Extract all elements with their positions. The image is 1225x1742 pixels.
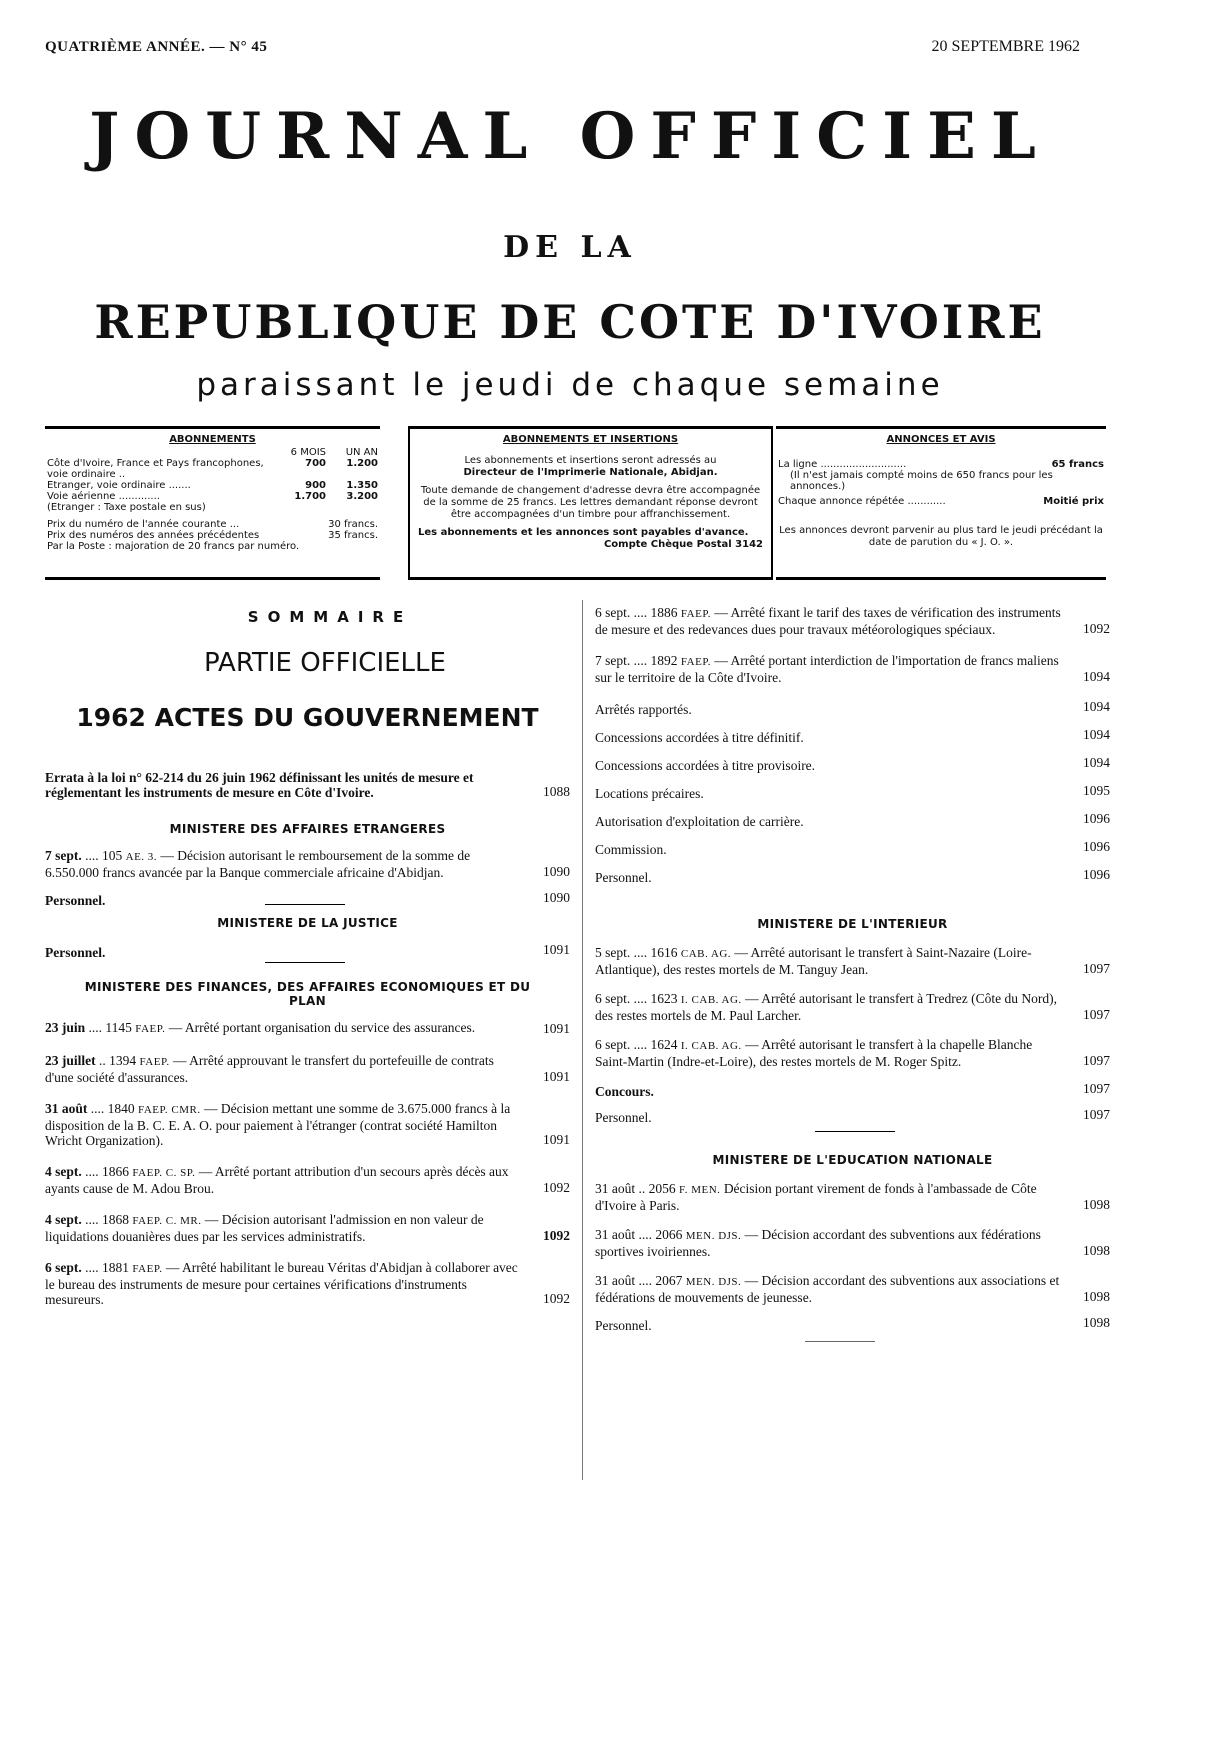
entry-text: — Arrêté approuvant le transfert du portefeuille de contrats d'une société d'assurances. <box>45 1053 494 1085</box>
announcement-rates <box>776 459 1106 507</box>
entry-text: Concours. <box>595 1084 654 1099</box>
announcements-box <box>776 426 1106 580</box>
price-label: Prix des numéros des années précédentes <box>47 530 260 541</box>
entry-text: — Décision accordant des subventions aux associations et fédérations de mouvements de jeunesse. <box>595 1273 1060 1305</box>
list-item <box>45 890 570 906</box>
entry-page: 1094 <box>1083 669 1110 684</box>
entry-page: 1098 <box>1083 1197 1110 1212</box>
entry-text: Personnel. <box>595 1318 652 1333</box>
rate-year: 3.200 <box>346 491 378 502</box>
entry-code: AE. 3. <box>125 851 158 863</box>
entry-page: 1097 <box>1083 1007 1110 1022</box>
line-rate-value: 65 francs <box>1051 459 1104 470</box>
insertions-address: Les abonnements et insertions seront adressés au <box>464 455 717 466</box>
entry-number: 1881 <box>102 1260 129 1275</box>
entry-number: 1886 <box>650 605 678 620</box>
entry-text: Concessions accordées à titre provisoire. <box>595 758 816 773</box>
entry-text: Locations précaires. <box>595 786 704 801</box>
entry-text: — Arrêté autorisant le transfert à Saint-Nazaire (Loire-Atlantique), des restes mortels de M. Tanguy Jean. <box>595 945 1032 977</box>
entry-text: Personnel. <box>595 1110 652 1125</box>
subscriptions-box <box>45 426 380 580</box>
entry-text: — Arrêté autorisant le transfert à Tredrez (Côte du Nord), des restes mortels de M. Paul Larcher. <box>595 991 1057 1023</box>
entry-code: CAB. AG. <box>680 948 732 960</box>
entry-page: 1097 <box>1083 1107 1110 1122</box>
entry-date: 31 août <box>595 1227 636 1242</box>
entry-text: — Décision mettant une somme de 3.675.000 francs à la disposition de la B. C. E. A. O. pour paiement à l'étranger (contrat société Hamilton Wricht Organization). <box>45 1101 511 1148</box>
entry-code: FAEP. <box>680 656 711 668</box>
divider <box>265 962 345 963</box>
journal-title: JOURNAL OFFICIEL <box>89 99 1051 174</box>
payment-terms: Les abonnements et les annonces sont payables d'avance. <box>418 527 749 538</box>
list-item: 5 sept. .... 1616 CAB. AG. — Arrêté autorisant le transfert à Saint-Nazaire (Loire-Atlantique), des restes mortels de M. Tanguy Jean. 1097 <box>595 945 1110 977</box>
price-value: 30 francs. <box>328 519 378 530</box>
list-item: 31 août .... 2066 MEN. DJS. — Décision accordant des subventions aux fédérations sportives ivoiriennes. 1098 <box>595 1227 1110 1259</box>
entry-code: FAEP. <box>132 1263 163 1275</box>
rate-label: Etranger, voie ordinaire ....... <box>47 480 191 491</box>
insertions-box <box>408 426 773 580</box>
price-value: 35 francs. <box>328 530 378 541</box>
ministry-interior: MINISTERE DE L'INTERIEUR <box>757 917 948 931</box>
price-label: Prix du numéro de l'année courante ... <box>47 519 240 530</box>
list-item <box>595 811 1110 839</box>
column-divider <box>582 600 583 1480</box>
entry-code: FAEP. CMR. <box>138 1104 201 1116</box>
list-item <box>595 727 1110 755</box>
repeat-rate-label: Chaque annonce répétée ............ <box>778 496 946 507</box>
list-item: 31 août .... 2067 MEN. DJS. — Décision accordant des subventions aux associations et fédérations de mouvements de jeunesse. 1098 <box>595 1273 1110 1305</box>
entry-page: 1096 <box>1083 839 1110 854</box>
entry-code: F. MEN. <box>679 1184 721 1196</box>
ministry-finance: MINISTERE DES FINANCES, DES AFFAIRES ECONOMIQUES ET DU PLAN <box>84 980 531 1008</box>
entry-number: 1892 <box>650 653 678 668</box>
minimum-charge-note: (Il n'est jamais compté moins de 650 francs pour les annonces.) <box>790 470 1053 492</box>
entry-number: 2056 <box>648 1181 676 1196</box>
issue-date: 20 SEPTEMBRE 1962 <box>931 38 1080 55</box>
errata-entry <box>45 770 570 800</box>
list-item <box>595 839 1110 867</box>
entry-page: 1091 <box>543 1069 570 1084</box>
masthead-de-la: DE LA <box>503 230 637 265</box>
address-change-note: Toute demande de changement d'adresse devra être accompagnée de la somme de 25 francs. Les lettres demandant réponse devront être accompagnées d'un timbre pour affranchissement. <box>420 485 761 520</box>
entry-text: — Arrêté portant interdiction de l'importation de francs maliens sur le territoire de la Côte d'Ivoire. <box>595 653 1059 685</box>
entry-text: Concessions accordées à titre définitif. <box>595 730 804 745</box>
entry-code: MEN. DJS. <box>685 1230 742 1242</box>
entry-text: — Arrêté habilitant le bureau Véritas d'Abidjan à collaborer avec le bureau des instruments de mesure pour certaines vérifications d'instruments mesureurs. <box>45 1260 518 1307</box>
entry-page: 1091 <box>543 942 570 957</box>
list-item <box>45 942 570 958</box>
entry-date: 23 juin <box>45 1020 86 1035</box>
entry-page: 1092 <box>1083 621 1110 636</box>
entry-date: 7 sept. <box>595 653 631 668</box>
entry-page: 1091 <box>543 1021 570 1036</box>
list-item: 7 sept. .... 1892 FAEP. — Arrêté portant interdiction de l'importation de francs maliens sur le territoire de la Côte d'Ivoire. 1094 <box>595 653 1110 685</box>
entry-text: — Arrêté portant attribution d'un secours après décès aux ayants cause de M. Adou Brou. <box>45 1164 509 1196</box>
ministry-justice: MINISTERE DE LA JUSTICE <box>217 916 398 930</box>
entry-page: 1098 <box>1083 1243 1110 1258</box>
entry-text: Personnel. <box>45 945 106 960</box>
rate-six: 700 <box>305 458 326 469</box>
entry-date: 31 août <box>45 1101 88 1116</box>
errata-page: 1088 <box>543 784 570 799</box>
entry-text: — Décision accordant des subventions aux fédérations sportives ivoiriennes. <box>595 1227 1041 1259</box>
ministry-education: MINISTERE DE L'EDUCATION NATIONALE <box>712 1153 993 1167</box>
entry-text: Décision portant virement de fonds à l'ambassade de Côte d'Ivoire à Paris. <box>595 1181 1037 1213</box>
entry-code: FAEP. <box>139 1056 170 1068</box>
entry-code: FAEP. <box>680 608 711 620</box>
entry-number: 1394 <box>109 1053 137 1068</box>
entry-page: 1094 <box>1083 727 1110 742</box>
insertions-title: ABONNEMENTS ET INSERTIONS <box>502 434 679 445</box>
entry-code: FAEP. <box>135 1023 166 1035</box>
col-six-months: 6 MOIS <box>290 447 326 458</box>
misc-list <box>595 699 1110 895</box>
entry-page: 1098 <box>1083 1315 1110 1330</box>
announcement-deadline: Les annonces devront parvenir au plus tard le jeudi précédant la date de parution du « J. O. ». <box>779 525 1103 548</box>
divider <box>265 904 345 905</box>
col-one-year: UN AN <box>345 447 378 458</box>
republic-name: REPUBLIQUE DE COTE D'IVOIRE <box>94 295 1046 349</box>
entry-text: — Arrêté fixant le tarif des taxes de vérification des instruments de mesure et des redevances dues pour travaux météorologiques spéciaux. <box>595 605 1061 637</box>
rate-label: Côte d'Ivoire, France et Pays francophones, voie ordinaire .. <box>47 458 264 480</box>
entry-code: MEN. DJS. <box>685 1276 742 1288</box>
list-item <box>595 1107 1110 1133</box>
line-rate-label: La ligne ........................... <box>778 459 907 470</box>
entry-date: 6 sept. <box>45 1260 82 1275</box>
issue-number: QUATRIÈME ANNÉE. — N° 45 <box>45 39 268 55</box>
rate-year: 1.350 <box>346 480 378 491</box>
entry-number: 1145 <box>105 1020 132 1035</box>
entry-code: FAEP. C. SP. <box>132 1167 196 1179</box>
entry-page: 1092 <box>543 1180 570 1195</box>
list-item <box>595 867 1110 895</box>
list-item: 31 août .. 2056 F. MEN. Décision portant virement de fonds à l'ambassade de Côte d'Ivoire à Paris. 1098 <box>595 1181 1110 1213</box>
entry-text: — Arrêté portant organisation du service des assurances. <box>168 1020 476 1035</box>
official-part-heading: PARTIE OFFICIELLE <box>204 648 446 678</box>
entry-text: Arrêtés rapportés. <box>595 702 692 717</box>
rate-six: 1.700 <box>294 491 326 502</box>
list-item <box>595 1081 1110 1107</box>
entry-text: Personnel. <box>45 893 106 908</box>
government-acts-heading: 1962 ACTES DU GOUVERNEMENT <box>76 703 539 732</box>
insertions-director: Directeur de l'Imprimerie Nationale, Abidjan. <box>463 467 718 478</box>
entry-date: 7 sept. <box>45 848 82 863</box>
ministry-foreign-affairs: MINISTERE DES AFFAIRES ETRANGERES <box>169 822 446 836</box>
entry-page: 1097 <box>1083 1081 1110 1096</box>
entry-page: 1092 <box>543 1228 570 1243</box>
entry-text: Autorisation d'exploitation de carrière. <box>595 814 804 829</box>
list-item: 6 sept. .... 1623 I. CAB. AG. — Arrêté autorisant le transfert à Tredrez (Côte du Nord), des restes mortels de M. Paul Larcher. 1097 <box>595 991 1110 1023</box>
entry-number: 1866 <box>102 1164 129 1179</box>
entry-number: 1616 <box>650 945 678 960</box>
entry-code: I. CAB. AG. <box>680 994 742 1006</box>
announcements-title: ANNONCES ET AVIS <box>886 434 996 445</box>
entry-date: 6 sept. <box>595 991 631 1006</box>
entry-number: 105 <box>102 848 123 863</box>
entry-text: Personnel. <box>595 870 652 885</box>
list-item: 4 sept. .... 1868 FAEP. C. MR. — Décision autorisant l'admission en non valeur de liquidations douanières dues par les services administratifs. 1092 <box>45 1212 570 1244</box>
entry-number: 2066 <box>655 1227 683 1242</box>
subscriptions-title: ABONNEMENTS <box>169 434 256 445</box>
entry-page: 1091 <box>543 1132 570 1147</box>
postal-surcharge: Par la Poste : majoration de 20 francs par numéro. <box>47 541 300 552</box>
entry-text: — Arrêté autorisant le transfert à la chapelle Blanche Saint-Martin (Indre-et-Loire), des restes mortels de M. Roger Spitz. <box>595 1037 1033 1069</box>
entry-page: 1096 <box>1083 867 1110 882</box>
list-item: 6 sept. .... 1886 FAEP. — Arrêté fixant le tarif des taxes de vérification des instruments de mesure et des redevances dues pour travaux météorologiques spéciaux. 1092 <box>595 605 1110 637</box>
divider <box>815 1131 895 1132</box>
entry-number: 1840 <box>107 1101 135 1116</box>
issue-prices-table <box>45 519 380 552</box>
left-column <box>45 770 570 1307</box>
entry-page: 1090 <box>543 864 570 879</box>
list-item <box>595 783 1110 811</box>
publication-frequency: paraissant le jeudi de chaque semaine <box>196 367 944 403</box>
entry-date: 23 juillet <box>45 1053 96 1068</box>
entry-text: — Décision autorisant l'admission en non valeur de liquidations douanières dues par les services administratifs. <box>45 1212 484 1244</box>
list-item: 7 sept. .... 105 AE. 3. — Décision autorisant le remboursement de la somme de 6.550.000 francs avancée par la Banque commerciale africaine d'Abidjan. 1090 <box>45 848 570 880</box>
list-item <box>595 699 1110 727</box>
entry-page: 1097 <box>1083 1053 1110 1068</box>
errata-text: Errata à la loi n° 62-214 du 26 juin 1962 définissant les unités de mesure et réglementant les instruments de mesure en Côte d'Ivoire. <box>45 770 474 800</box>
entry-date: 6 sept. <box>595 1037 631 1052</box>
entry-date: 6 sept. <box>595 605 631 620</box>
postal-account: Compte Chèque Postal 3142 <box>603 539 763 550</box>
summary-title: SOMMAIRE <box>247 608 413 626</box>
entry-date: 31 août <box>595 1181 636 1196</box>
rate-year: 1.200 <box>346 458 378 469</box>
entry-number: 2067 <box>655 1273 683 1288</box>
divider <box>805 1341 875 1342</box>
entry-date: 5 sept. <box>595 945 631 960</box>
entry-text: — Décision autorisant le remboursement de la somme de 6.550.000 francs avancée par la Banque commerciale africaine d'Abidjan. <box>45 848 471 880</box>
rate-label: Voie aérienne ............. <box>47 491 160 502</box>
list-item: 23 juillet .. 1394 FAEP. — Arrêté approuvant le transfert du portefeuille de contrats d'une société d'assurances. 1091 <box>45 1053 570 1085</box>
list-item: 23 juin .... 1145 FAEP. — Arrêté portant organisation du service des assurances. 1091 <box>45 1020 570 1036</box>
rate-six: 900 <box>305 480 326 491</box>
entry-date: 31 août <box>595 1273 636 1288</box>
entry-page: 1092 <box>543 1291 570 1306</box>
list-item: 31 août .... 1840 FAEP. CMR. — Décision mettant une somme de 3.675.000 francs à la disposition de la B. C. E. A. O. pour paiement à l'étranger (contrat société Hamilton Wricht Organization). 1091 <box>45 1101 570 1148</box>
entry-code: FAEP. C. MR. <box>132 1215 202 1227</box>
right-column <box>595 605 1110 1341</box>
list-item <box>595 1315 1110 1341</box>
list-item: 4 sept. .... 1866 FAEP. C. SP. — Arrêté portant attribution d'un secours après décès aux ayants cause de M. Adou Brou. 1092 <box>45 1164 570 1196</box>
entry-page: 1094 <box>1083 699 1110 714</box>
subscription-rates-table <box>45 447 380 513</box>
list-item <box>595 755 1110 783</box>
entry-number: 1868 <box>102 1212 129 1227</box>
entry-code: I. CAB. AG. <box>680 1040 742 1052</box>
entry-number: 1624 <box>650 1037 678 1052</box>
entry-number: 1623 <box>650 991 678 1006</box>
entry-date: 4 sept. <box>45 1164 82 1179</box>
list-item: 6 sept. .... 1624 I. CAB. AG. — Arrêté autorisant le transfert à la chapelle Blanche Saint-Martin (Indre-et-Loire), des restes mortels de M. Roger Spitz. 1097 <box>595 1037 1110 1069</box>
entry-page: 1098 <box>1083 1289 1110 1304</box>
rate-label: (Etranger : Taxe postale en sus) <box>47 502 206 513</box>
entry-page: 1095 <box>1083 783 1110 798</box>
repeat-rate-value: Moitié prix <box>1043 496 1104 507</box>
entry-page: 1094 <box>1083 755 1110 770</box>
entry-page: 1096 <box>1083 811 1110 826</box>
list-item: 6 sept. .... 1881 FAEP. — Arrêté habilitant le bureau Véritas d'Abidjan à collaborer avec le bureau des instruments de mesure pour certaines vérifications d'instruments mesureurs. 1092 <box>45 1260 570 1307</box>
entry-text: Commission. <box>595 842 667 857</box>
entry-page: 1090 <box>543 890 570 905</box>
entry-page: 1097 <box>1083 961 1110 976</box>
entry-date: 4 sept. <box>45 1212 82 1227</box>
